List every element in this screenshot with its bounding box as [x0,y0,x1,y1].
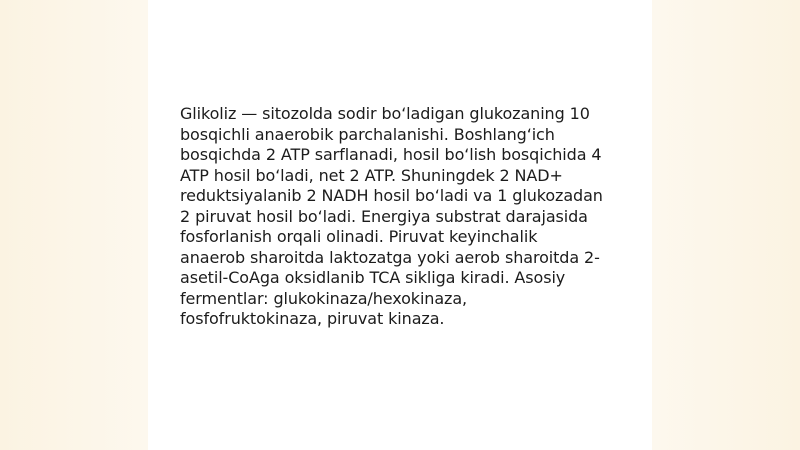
text-line: ATP hosil bo‘ladi, net 2 ATP. Shuningdek 2 NAD+ [180,165,563,185]
text-line: bosqichda 2 ATP sarflanadi, hosil bo‘lish bosqichida 4 [180,145,602,164]
text-line: anaerob sharoitda laktozatga yoki aerob sharoitda 2- [180,247,600,267]
text-line: reduktsiyalanib 2 NADH hosil bo‘ladi va 1 glukozadan [180,186,603,205]
body-paragraph [180,104,620,330]
text-line: 2 piruvat hosil bo‘ladi. Energiya substrat darajasida [180,206,588,226]
text-line: fosforlanish orqali olinadi. Piruvat keyinchalik [180,227,538,246]
text-line: fosfofruktokinaza, piruvat kinaza. [180,309,445,328]
text-line: asetil-CoAga oksidlanib TCA sikliga kiradi. Asosiy [180,268,566,287]
text-line: Glikoliz — sitozolda sodir bo‘ladigan glukozaning 10 [180,104,590,123]
text-line: fermentlar: glukokinaza/hexokinaza, [180,288,468,308]
text-line: bosqichli anaerobik parchalanishi. Boshlang‘ich [180,124,555,144]
document-page [148,0,652,450]
